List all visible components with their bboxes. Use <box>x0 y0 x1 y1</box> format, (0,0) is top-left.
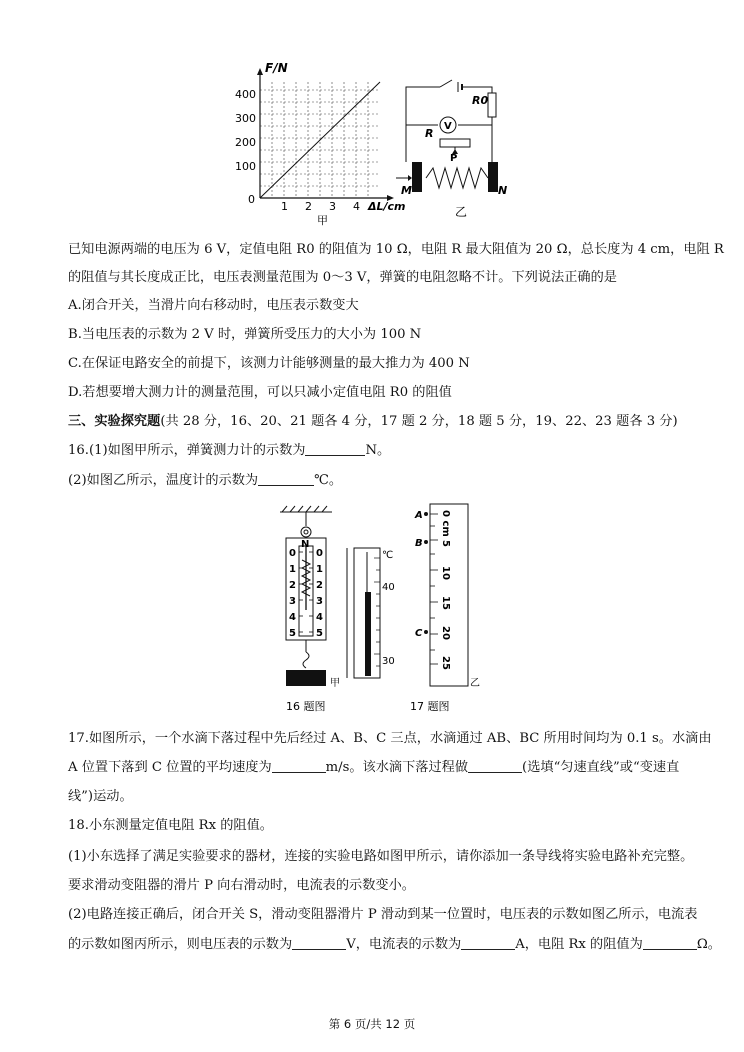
thermometer-unit: ℃ <box>382 550 394 561</box>
r0-label: R0 <box>472 94 489 107</box>
q15-option-b: B.当电压表的示数为 2 V 时，弹簧所受压力的大小为 100 N <box>68 327 422 342</box>
scale-mark-left: 3 <box>289 596 296 607</box>
scale-mark-left: 4 <box>289 612 296 623</box>
graph-x-tick: 1 <box>281 200 288 213</box>
graph-x-tick: 2 <box>305 200 312 213</box>
answer-blank[interactable] <box>643 936 697 950</box>
section3-detail: (共 28 分，16、20、21 题各 4 分，17 题 2 分，18 题 5 分，19、22、23 题各 3 分) <box>160 414 678 429</box>
answer-blank[interactable] <box>468 759 522 773</box>
q18-title: 18.小东测量定值电阻 Rx 的阻值。 <box>68 818 273 833</box>
q17-text: (选填“匀速直线”或“变速直 <box>522 760 680 775</box>
q18-p1-line2: 要求滑动变阻器的滑片 P 向右滑动时，电流表的示数变小。 <box>68 878 415 893</box>
section3-title: 三、实验探究题 <box>68 414 161 429</box>
scale-mark-right: 0 <box>316 548 323 559</box>
graph-y-tick: 400 <box>235 88 256 101</box>
answer-blank[interactable] <box>461 936 515 950</box>
answer-blank[interactable] <box>258 472 314 486</box>
scale-mark-right: 5 <box>316 628 323 639</box>
q15-option-c: C.在保证电路安全的前提下，该测力计能够测量的最大推力为 400 N <box>68 356 470 371</box>
q17-text: m/s。该水滴下落过程做 <box>325 760 469 775</box>
q15-stem-line: 的阻值与其长度成正比，电压表测量范围为 0～3 V，弹簧的电阻忽略不计。下列说法正确的是 <box>68 270 617 285</box>
figure-mid <box>270 500 480 720</box>
q18-text: Ω。 <box>696 937 721 952</box>
graph-caption: 甲 <box>317 214 328 227</box>
scale-mark-right: 4 <box>316 612 323 623</box>
drop-point-a <box>424 512 428 516</box>
point-c-label: C <box>415 628 423 639</box>
q17-line1: 17.如图所示，一个水滴下落过程中先后经过 A、B、C 三点，水滴通过 AB、BC 所用时间均为 0.1 s。水滴由 <box>68 731 712 746</box>
scale-mark-left: 1 <box>289 564 296 575</box>
q16-line2 <box>68 471 680 490</box>
caption-16: 16 题图 <box>286 700 326 713</box>
answer-blank[interactable] <box>292 936 346 950</box>
graph-x-axis-label: ΔL/cm <box>368 200 406 213</box>
q16-line1 <box>68 441 680 460</box>
figure-top <box>230 60 520 230</box>
ruler-mark: 25 <box>440 656 451 670</box>
spring-scale-unit: N <box>301 539 310 550</box>
q17-line2 <box>68 758 680 777</box>
point-a-label: A <box>415 510 423 521</box>
graph-y-tick: 100 <box>235 160 256 173</box>
scale-mark-right: 3 <box>316 596 323 607</box>
n-label: N <box>498 184 508 197</box>
graph-y-axis-label: F/N <box>265 61 288 75</box>
scale-mark-left: 5 <box>289 628 296 639</box>
m-label: M <box>401 184 412 197</box>
q18-p2-line1: (2)电路连接正确后，闭合开关 S，滑动变阻器滑片 P 滑动到某一位置时，电压表的示数如图乙所示，电流表 <box>68 907 698 922</box>
voltmeter-symbol: V <box>444 121 452 132</box>
scale-mark-left: 0 <box>289 548 296 559</box>
q17-text: A 位置下落到 C 位置的平均速度为 <box>68 760 272 775</box>
r-label: R <box>425 127 434 140</box>
thermometer-30: 30 <box>382 656 395 667</box>
ruler-caption: 乙 <box>470 678 480 689</box>
q18-p1-line1: (1)小东选择了满足实验要求的器材，连接的实验电路如图甲所示，请你添加一条导线将实验电路补充完整。 <box>68 849 694 864</box>
circuit-caption: 乙 <box>455 205 468 219</box>
graph-y-tick: 200 <box>235 136 256 149</box>
graph-x-tick: 3 <box>329 200 336 213</box>
scale-mark-left: 2 <box>289 580 296 591</box>
thermometer-liquid <box>365 592 371 676</box>
q18-text: V，电流表的示数为 <box>346 937 462 952</box>
q16-unit: N。 <box>365 443 391 458</box>
thermometer <box>347 548 380 678</box>
thermometer-40: 40 <box>382 582 395 593</box>
q18-text: A，电阻 Rx 的阻值为 <box>515 937 643 952</box>
hanging-weight <box>286 670 326 686</box>
q16-unit: ℃。 <box>314 473 343 488</box>
q15-option-d: D.若想要增大测力计的测量范围，可以只减小定值电阻 R0 的阻值 <box>68 385 452 400</box>
ruler-mark: 20 <box>440 626 451 640</box>
ruler-mark: 10 <box>440 566 451 580</box>
force-extension-graph <box>257 68 394 201</box>
scale-mark-right: 1 <box>316 564 323 575</box>
q16-text: (2)如图乙所示，温度计的示数为 <box>68 473 259 488</box>
graph-x-tick: 4 <box>353 200 360 213</box>
drop-point-b <box>424 540 428 544</box>
drop-point-c <box>424 630 428 634</box>
q18-p2-line2 <box>68 935 721 954</box>
answer-blank[interactable] <box>305 442 365 456</box>
page-footer: 第 6 页/共 12 页 <box>328 1017 416 1031</box>
answer-blank[interactable] <box>272 759 326 773</box>
q18-text: 的示数如图丙所示，则电压表的示数为 <box>68 937 293 952</box>
slider-label: P <box>450 153 458 164</box>
graph-y-tick: 300 <box>235 112 256 125</box>
point-b-label: B <box>415 538 423 549</box>
caption-17: 17 题图 <box>410 700 450 713</box>
ruler-unit: 0 cm <box>440 510 451 537</box>
section3-heading <box>68 412 680 431</box>
graph-origin: 0 <box>248 193 255 206</box>
ruler-mark: 5 <box>440 540 451 547</box>
scale-mark-right: 2 <box>316 580 323 591</box>
q15-stem-line: 已知电源两端的电压为 6 V，定值电阻 R0 的阻值为 10 Ω，电阻 R 最大阻值为 20 Ω，总长度为 4 cm，电阻 R <box>68 242 724 257</box>
ruler-mark: 15 <box>440 596 451 610</box>
q16-text: 16.(1)如图甲所示，弹簧测力计的示数为 <box>68 443 306 458</box>
q17-line3: 线”)运动。 <box>68 789 133 804</box>
q15-option-a: A.闭合开关，当滑片向右移动时，电压表示数变大 <box>68 298 359 313</box>
spring-scale-caption: 甲 <box>330 678 340 689</box>
